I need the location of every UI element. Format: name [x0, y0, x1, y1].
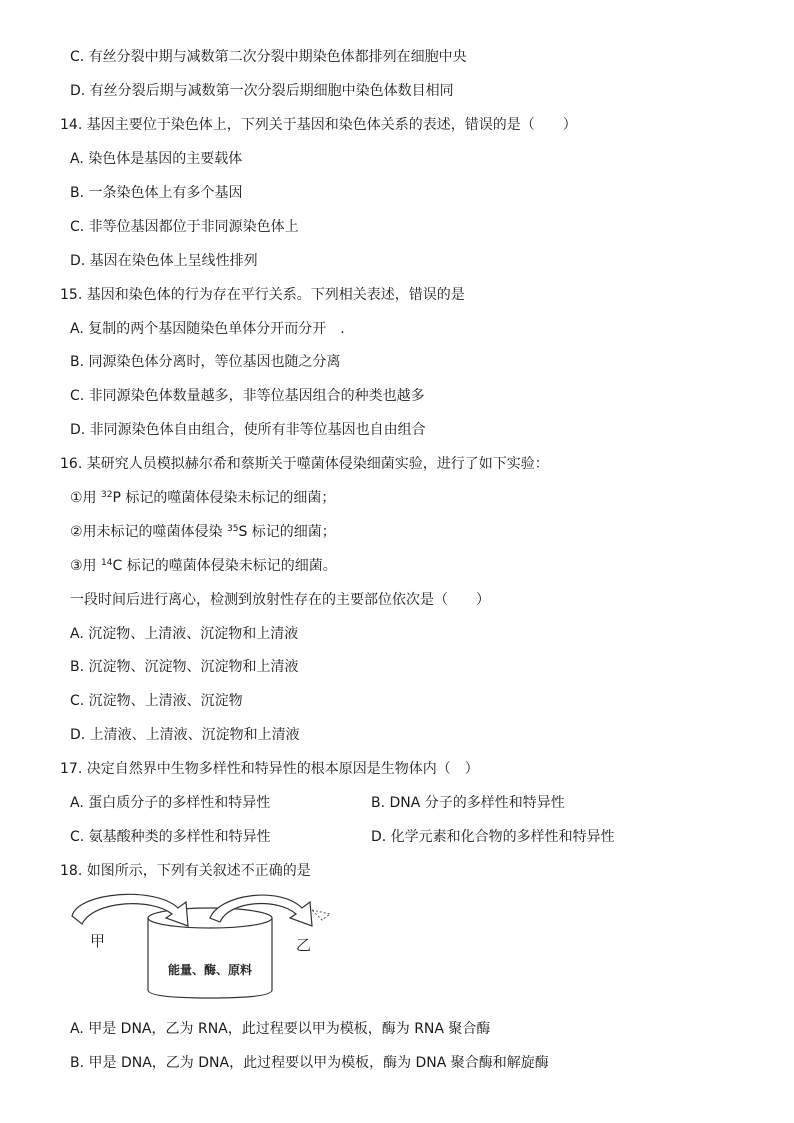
q13-option-c: C. 有丝分裂中期与减数第二次分裂中期染色体都排列在细胞中央: [70, 49, 467, 65]
q17-option-a: A. 蛋白质分子的多样性和特异性: [70, 795, 271, 811]
q15-option-c: C. 非同源染色体数量越多，非等位基因组合的种类也越多: [70, 388, 425, 404]
q16-option-d: D. 上清液、上清液、沉淀物和上清液: [70, 727, 300, 743]
q14-option-a: A. 染色体是基因的主要载体: [70, 151, 243, 167]
q17-option-d: D. 化学元素和化合物的多样性和特异性: [371, 829, 615, 845]
q18-stem: 18. 如图所示，下列有关叙述不正确的是: [60, 863, 311, 879]
q18-option-a: A. 甲是 DNA，乙为 RNA，此过程要以甲为模板，酶为 RNA 聚合酶: [70, 1021, 491, 1037]
q16-experiment-3: ③用 $^{14}$C 标记的噬菌体侵染未标记的细菌。: [70, 558, 337, 574]
q14-option-d: D. 基因在染色体上呈线性排列: [70, 253, 258, 269]
cylinder-body: [148, 918, 272, 998]
label-yi: 乙: [296, 936, 312, 954]
q17-stem: 17. 决定自然界中生物多样性和特异性的根本原因是生物体内（ ）: [60, 761, 479, 777]
q18-option-b: B. 甲是 DNA，乙为 DNA，此过程要以甲为模板，酶为 DNA 聚合酶和解旋酶: [70, 1055, 549, 1071]
label-jia: 甲: [90, 932, 106, 950]
q14-option-b: B. 一条染色体上有多个基因: [70, 185, 243, 201]
q16-option-a: A. 沉淀物、上清液、沉淀物和上清液: [70, 626, 299, 642]
q13-option-d: D. 有丝分裂后期与减数第一次分裂后期细胞中染色体数目相同: [70, 83, 454, 99]
box-label: 能量、酶、原料: [167, 963, 253, 977]
q15-option-a: A. 复制的两个基因随染色单体分开而分开 .: [70, 321, 345, 337]
q16-question: 一段时间后进行离心，检测到放射性存在的主要部位依次是（ ）: [70, 592, 490, 608]
q16-option-b: B. 沉淀物、沉淀物、沉淀物和上清液: [70, 659, 299, 675]
q14-option-c: C. 非等位基因都位于非同源染色体上: [70, 219, 299, 235]
q14-stem: 14. 基因主要位于染色体上，下列关于基因和染色体关系的表述，错误的是（ ）: [60, 117, 577, 133]
dashed-arrow-icon: [312, 910, 330, 920]
q16-experiment-1: ①用 $^{32}$P 标记的噬菌体侵染未标记的细菌；: [70, 490, 336, 506]
q16-experiment-2: ②用未标记的噬菌体侵染 $^{35}$S 标记的细菌；: [70, 524, 336, 540]
q17-option-c: C. 氨基酸种类的多样性和特异性: [70, 829, 271, 845]
q15-option-b: B. 同源染色体分离时，等位基因也随之分离: [70, 354, 341, 370]
q15-option-d: D. 非同源染色体自由组合，使所有非等位基因也自由组合: [70, 422, 426, 438]
q16-option-c: C. 沉淀物、上清液、沉淀物: [70, 693, 243, 709]
q17-option-b: B. DNA 分子的多样性和特异性: [371, 795, 565, 811]
transcription-diagram: [60, 888, 350, 1008]
q16-stem: 16. 某研究人员模拟赫尔希和蔡斯关于噬菌体侵染细菌实验，进行了如下实验：: [60, 456, 549, 472]
q15-stem: 15. 基因和染色体的行为存在平行关系。下列相关表述，错误的是: [60, 287, 465, 303]
